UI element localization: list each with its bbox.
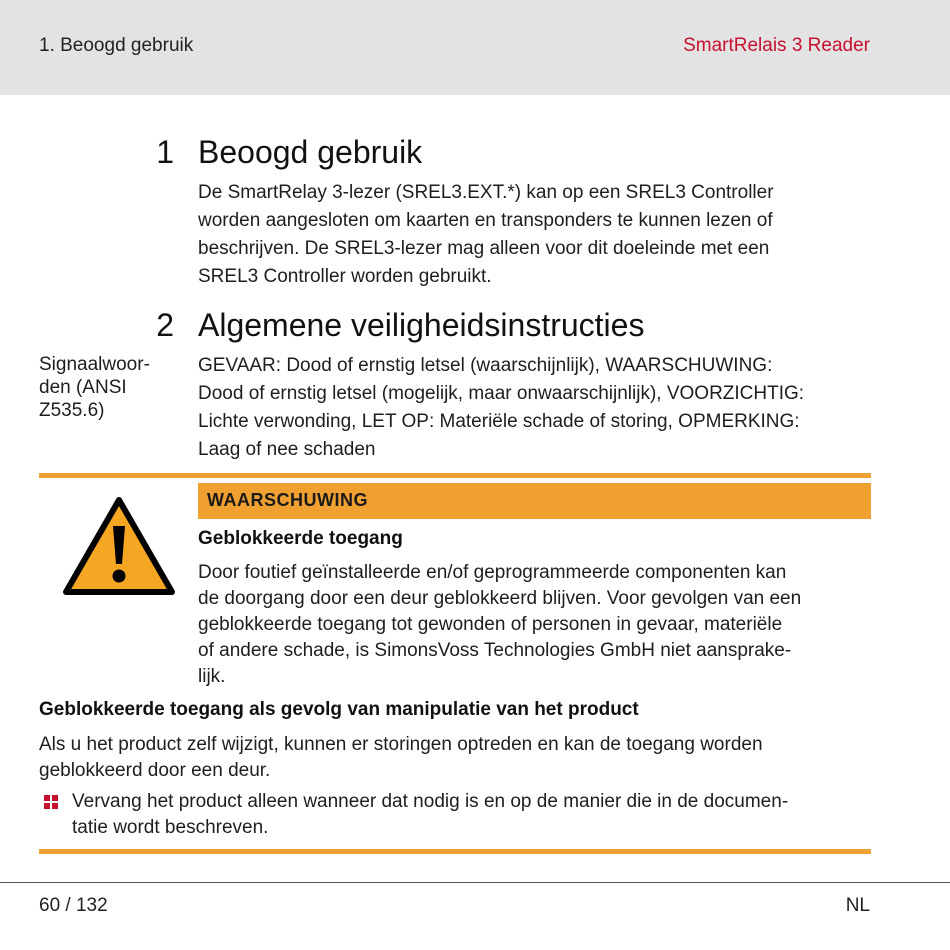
language-code: NL <box>845 895 870 916</box>
sidenote-line: Z535.6) <box>39 400 105 421</box>
page-number: 60 / 132 <box>39 895 108 916</box>
page-header <box>0 0 950 95</box>
section-1-title: Beoogd gebruik <box>198 134 423 170</box>
warning-line: geblokkeerde toegang tot gewonden of personen in gevaar, materiële <box>198 614 783 635</box>
section-1-heading <box>0 133 950 173</box>
sidenote-line: den (ANSI <box>39 377 127 398</box>
section-1-line: worden aangesloten om kaarten en transponders te kunnen lezen of <box>198 210 773 231</box>
section-2-line: Lichte verwonding, LET OP: Materiële schade of storing, OPMERKING: <box>198 411 800 432</box>
warning-label: WAARSCHUWING <box>207 490 368 510</box>
red-square-bullet-icon <box>44 795 58 809</box>
warning-line: de doorgang door een deur geblokkeerd blijven. Voor gevolgen van een <box>198 588 802 609</box>
section-1-line: SREL3 Controller worden gebruikt. <box>198 266 492 287</box>
section-2-line: GEVAAR: Dood of ernstig letsel (waarschijnlijk), WAARSCHUWING: <box>198 355 773 376</box>
section-2-title: Algemene veiligheidsinstructies <box>198 307 645 343</box>
warning-label-bar <box>198 483 871 519</box>
manipulation-heading: Geblokkeerde toegang als gevolg van manipulatie van het product <box>39 699 639 720</box>
manipulation-line: Als u het product zelf wijzigt, kunnen er storingen optreden en kan de toegang worden <box>39 734 763 755</box>
warning-line: lijk. <box>198 666 226 687</box>
section-2-line: Laag of nee schaden <box>198 439 376 460</box>
section-2-line: Dood of ernstig letsel (mogelijk, maar onwaarschijnlijk), VOORZICHTIG: <box>198 383 805 404</box>
sidenote-line: Signaalwoor- <box>39 354 150 375</box>
section-1-line: De SmartRelay 3-lezer (SREL3.EXT.*) kan op een SREL3 Controller <box>198 182 774 203</box>
section-2-number: 2 <box>156 307 174 343</box>
section-1-line: beschrijven. De SREL3-lezer mag alleen voor dit doeleinde met een <box>198 238 770 259</box>
section-1-body <box>198 179 878 291</box>
section-2-heading <box>0 306 950 346</box>
warning-line: of andere schade, is SimonsVoss Technologies GmbH niet aansprake- <box>198 640 792 661</box>
warning-top-rule <box>39 473 871 478</box>
bullet-item <box>72 789 872 841</box>
header-section-title: 1. Beoogd gebruik <box>39 35 194 56</box>
section-2-body <box>198 352 878 464</box>
bullet-line: Vervang het product alleen wanneer dat nodig is en op de manier die in de documen- <box>72 791 789 812</box>
header-product-name: SmartRelais 3 Reader <box>683 35 870 56</box>
warning-heading: Geblokkeerde toegang <box>198 528 403 549</box>
warning-line: Door foutief geïnstalleerde en/of geprogrammeerde componenten kan <box>198 562 787 583</box>
warning-bottom-rule <box>39 849 871 854</box>
warning-body <box>198 560 873 690</box>
signal-words-sidenote <box>39 353 179 422</box>
section-1-number: 1 <box>156 134 174 170</box>
bullet-line: tatie wordt beschreven. <box>72 817 269 838</box>
manipulation-line: geblokkeerd door een deur. <box>39 760 271 781</box>
manipulation-body <box>39 732 874 784</box>
warning-triangle-icon <box>62 496 176 596</box>
footer-divider <box>0 882 950 883</box>
